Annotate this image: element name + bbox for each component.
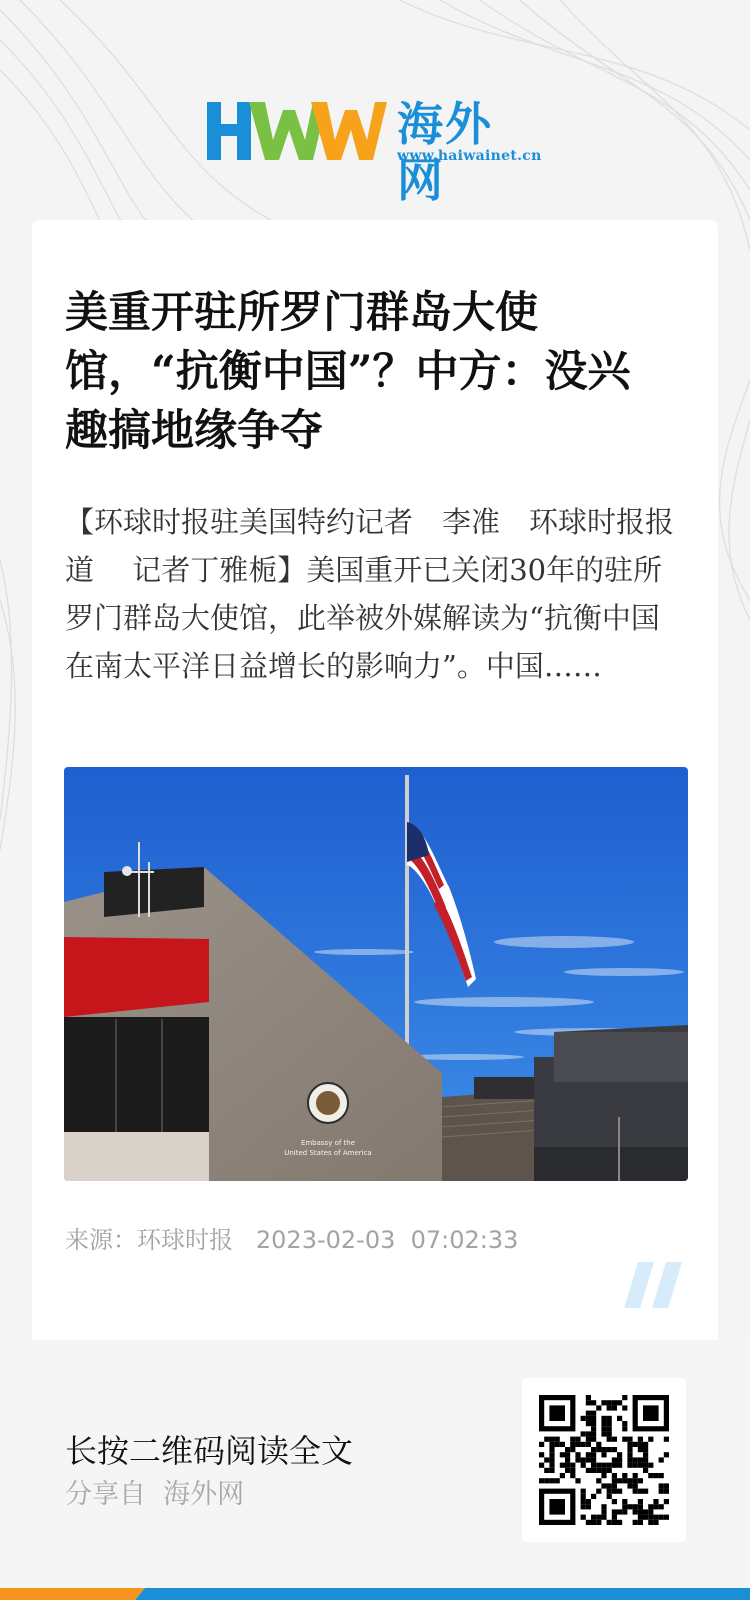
logo-site-url: www.haiwainet.cn bbox=[397, 148, 542, 164]
publish-date: 2023-02-03 bbox=[255, 1226, 396, 1254]
read-full-text-prompt: 长按二维码阅读全文 bbox=[65, 1432, 354, 1470]
article-meta bbox=[65, 1220, 518, 1255]
source-name: 环球时报 bbox=[137, 1226, 233, 1254]
embassy-sign-line1: Embassy of the bbox=[300, 1139, 356, 1147]
logo-letter-w2 bbox=[311, 102, 387, 160]
article-card[interactable] bbox=[32, 220, 718, 1350]
article-summary: 【环球时报驻美国特约记者 李准 环球时报报道 记者丁雅栀】美国重开已关闭30年的驻所罗门群岛大使馆，此举被外媒解读为“抗衡中国在南太平洋日益增长的影响力”。中国…… bbox=[65, 505, 675, 683]
source-label: 来源： bbox=[65, 1226, 137, 1254]
hww-logo-letters bbox=[207, 96, 387, 162]
logo-site-name: 海外网 bbox=[397, 97, 493, 207]
embassy-sign-line2: United States of America bbox=[284, 1149, 372, 1157]
share-site-name: 海外网 bbox=[163, 1479, 245, 1510]
shared-from-label bbox=[65, 1472, 244, 1511]
decorative-slash-icon bbox=[624, 1262, 684, 1308]
bottom-color-bar bbox=[0, 1588, 750, 1600]
article-title[interactable]: 美重开驻所罗门群岛大使馆，“抗衡中国”？中方：没兴趣搞地缘争夺 bbox=[65, 288, 631, 456]
publish-time: 07:02:33 bbox=[410, 1226, 519, 1254]
article-photo bbox=[64, 767, 688, 1181]
site-logo bbox=[207, 96, 542, 207]
qr-code[interactable] bbox=[522, 1378, 686, 1542]
share-footer bbox=[0, 1340, 750, 1588]
qr-code-icon bbox=[522, 1378, 686, 1542]
logo-letter-h bbox=[207, 102, 251, 160]
share-prefix: 分享自 bbox=[65, 1479, 146, 1510]
